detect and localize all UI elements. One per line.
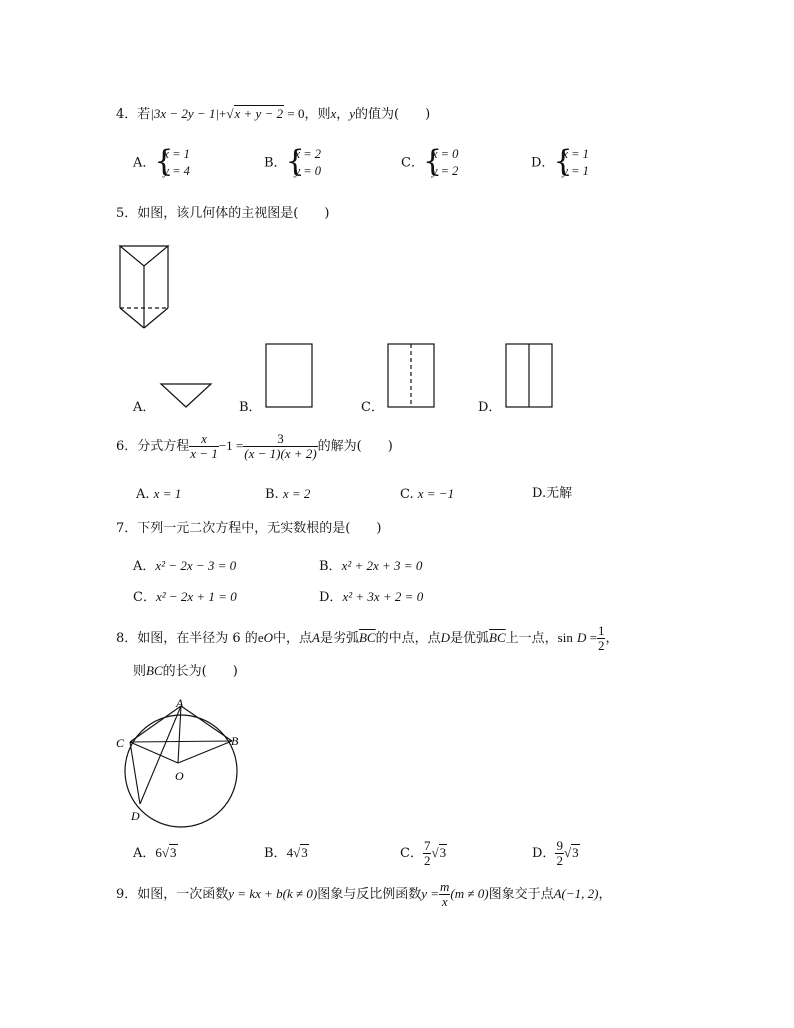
- q5-option-c-label[interactable]: C．: [361, 400, 384, 415]
- q8-number: 8．如图，在半径为 6 的: [116, 631, 258, 646]
- label-a: A: [176, 696, 184, 710]
- q6-number: 6．分式方程: [116, 439, 190, 454]
- q4-pre: 若: [137, 107, 151, 122]
- q4-stem: [116, 106, 430, 123]
- q8-circle-figure: [112, 696, 252, 828]
- q8-var-a: A: [312, 630, 320, 645]
- label-b: B: [231, 734, 239, 748]
- q8-segment-bc: BC: [146, 663, 163, 678]
- q4-option-a[interactable]: [133, 146, 190, 181]
- q7-option-d[interactable]: D．x² + 3x + 2 = 0: [319, 589, 424, 605]
- q4-sqrt-expression: x + y − 2: [234, 106, 284, 121]
- q9-fraction: $\frac{m}{x}$: [440, 879, 450, 909]
- q4-var-y: y: [349, 106, 356, 121]
- q6-fraction-1: $\frac{x}{x - 1}$: [190, 431, 218, 461]
- q5-stem: 5．如图，该几何体的主视图是( ): [116, 206, 330, 221]
- option-label: D．: [531, 155, 555, 171]
- q5-option-d-split-rectangle[interactable]: [505, 343, 553, 409]
- q5-option-c-dashed-rectangle[interactable]: [387, 343, 435, 409]
- q6-option-a[interactable]: A. x = 1: [136, 486, 182, 502]
- option-label: B．: [264, 155, 287, 171]
- q6-option-d[interactable]: D.无解: [532, 486, 573, 501]
- q9-stem: 9．如图，一次函数y = kx + b(k ≠ 0)图象与反比例函数y = $\frac{m}{x}$ (m ≠ 0)图象交于点A(−1, 2)，: [116, 879, 612, 909]
- q6-stem: [116, 429, 393, 464]
- q8-stem-line-2: 则BC的长为( ): [133, 663, 238, 679]
- q4-option-b[interactable]: [264, 146, 321, 181]
- q4-sqrt-symbol: √: [226, 106, 234, 121]
- q5-option-b-label[interactable]: B．: [239, 400, 262, 415]
- q5-option-d-label[interactable]: D．: [478, 400, 502, 415]
- q4-post-a: ，则: [304, 107, 331, 122]
- q8-var-o: O: [263, 630, 273, 645]
- q7-option-a[interactable]: A．x² − 2x − 3 = 0: [133, 558, 237, 574]
- label-d: D: [131, 809, 140, 823]
- q8-arc-bc: $\overline{BC}$: [358, 630, 376, 645]
- q6-option-b[interactable]: B. x = 2: [265, 486, 311, 502]
- equation-system: { x = 1 y = 4: [155, 146, 189, 180]
- q6-middle: −1 =: [218, 438, 244, 453]
- q4-post-b: 的值为( ): [355, 107, 431, 122]
- q4-comma: ，: [336, 107, 350, 122]
- option-label: A．: [133, 155, 156, 171]
- q8-option-a[interactable]: A．6√3: [133, 845, 177, 861]
- q4-equals: = 0: [284, 106, 305, 121]
- q8-circle-symbol: e: [257, 630, 264, 645]
- q4-option-c[interactable]: [401, 146, 458, 181]
- q9-linear-function: y = kx + b(k ≠ 0): [228, 886, 318, 901]
- q5-prism-figure: [118, 244, 170, 330]
- option-label: C．: [401, 155, 424, 171]
- equation-system: { x = 0 y = 2: [424, 146, 458, 180]
- equation-system: { x = 1 y = 1: [554, 146, 588, 180]
- q8-sin: sin: [557, 630, 573, 645]
- q8-var-d: D: [440, 630, 450, 645]
- label-c: C: [116, 736, 125, 750]
- q7-option-b[interactable]: B．x² + 2x + 3 = 0: [319, 558, 423, 574]
- q6-option-c[interactable]: C. x = −1: [400, 486, 455, 502]
- q9-point-a: A(−1, 2): [553, 886, 599, 901]
- q4-number: 4．: [116, 107, 138, 122]
- q4-abs-expression: |3x − 2y − 1|: [150, 106, 220, 121]
- q6-post: 的解为( ): [317, 439, 393, 454]
- label-o: O: [175, 769, 184, 783]
- q7-option-c[interactable]: C．x² − 2x + 1 = 0: [133, 589, 237, 605]
- q8-option-c[interactable]: C． $\frac{7}{2}$ √3: [400, 838, 447, 868]
- q7-stem: 7．下列一元二次方程中，无实数根的是( ): [116, 521, 382, 536]
- q4-plus: +: [219, 106, 227, 121]
- q5-option-b-rectangle[interactable]: [265, 343, 313, 409]
- q8-arc-bc-major: $\overline{BC}$: [489, 630, 506, 645]
- q8-option-b[interactable]: B．4√3: [264, 845, 308, 861]
- equation-system: { x = 2 y = 0: [287, 146, 321, 180]
- q8-option-d[interactable]: D． $\frac{9}{2}$ √3: [532, 838, 579, 868]
- q9-number: 9．如图，一次函数: [116, 887, 229, 902]
- q4-var-x: x: [330, 106, 337, 121]
- q8-half-fraction: $\frac{1}{2}$: [597, 623, 605, 653]
- q5-option-a-triangle[interactable]: [160, 383, 212, 409]
- q4-option-d[interactable]: [531, 146, 589, 181]
- q6-fraction-2: $\frac{3}{(x - 1)(x + 2)}$: [244, 431, 317, 461]
- q8-stem-line-1: 8．如图，在半径为 6 的eO中，点A是劣弧$\overline{BC}$的中点，点D是优弧$\overline{BC}$上一点，sin D = $\frac{1}{2}$ ，: [116, 623, 619, 653]
- q5-option-a-label[interactable]: A．: [133, 400, 156, 415]
